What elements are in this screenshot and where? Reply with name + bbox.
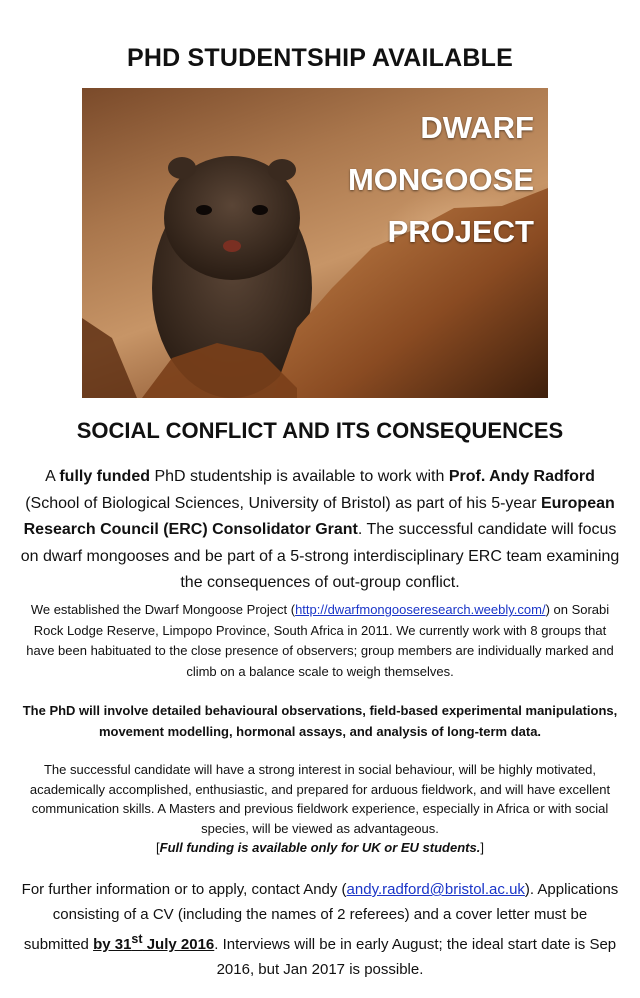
candidate-text: The successful candidate will have a strong interest in social behaviour, will be highly motivated, academically accomplished, enthusiastic, and prepared for arduous fieldwork, and will have excellent communication skills. A Masters and previous fieldwork experience, especially in Africa or with social species, will be viewed as advantageous. xyxy=(29,762,611,836)
intro-text-g: . The successful candidate will focus on dwarf mongooses and be part of a 5-strong interdisciplinary ERC team examining the consequences of out-group conflict. xyxy=(20,521,620,591)
grant-name: European Research Council (ERC) Consolidator Grant xyxy=(23,494,615,538)
funding-note: Full funding is available only for UK or EU students. xyxy=(159,840,481,855)
contact-email-link[interactable]: andy.radford@bristol.ac.uk xyxy=(346,881,525,898)
candidate-paragraph xyxy=(20,760,620,858)
mongoose-photo xyxy=(82,88,548,398)
deadline-pre: by 31 xyxy=(93,936,132,953)
funding-note-close: ] xyxy=(480,840,484,855)
intro-text-a: A xyxy=(45,468,60,485)
intro-paragraph xyxy=(20,464,620,597)
section-subtitle: SOCIAL CONFLICT AND ITS CONSEQUENCES xyxy=(76,418,564,443)
application-text-a: For further information or to apply, contact Andy ( xyxy=(21,881,347,898)
overlay-line-1: DWARF xyxy=(420,110,534,145)
application-paragraph xyxy=(20,878,620,982)
funding-note-open: [ xyxy=(156,840,160,855)
overlay-line-3: PROJECT xyxy=(387,214,534,249)
supervisor-name: Prof. Andy Radford xyxy=(448,468,595,485)
application-text-c: . Interviews will be in early August; the ideal start date is Sep 2016, but Jan 2017 is possible. xyxy=(214,936,617,978)
page-title: PHD STUDENTSHIP AVAILABLE xyxy=(126,44,514,72)
intro-text-e: (School of Biological Sciences, University of Bristol) as part of his 5-year xyxy=(25,494,541,512)
overlay-line-2: MONGOOSE xyxy=(347,162,534,197)
project-paragraph xyxy=(20,600,620,682)
deadline-sup: st xyxy=(131,932,143,946)
project-text-a: We established the Dwarf Mongoose Project ( xyxy=(30,602,296,617)
deadline-post: July 2016 xyxy=(142,936,215,953)
fully-funded-text: fully funded xyxy=(59,468,150,485)
project-text-b: ) on Sorabi Rock Lodge Reserve, Limpopo Province, South Africa in 2011. We currently work with 8 groups that have been habituated to the close presence of observers; group members are individually marked and climb on a balance scale to weigh themselves. xyxy=(26,602,614,679)
intro-text-c: PhD studentship is available to work with xyxy=(150,468,449,485)
project-website-link[interactable]: http://dwarfmongooseresearch.weebly.com/ xyxy=(295,602,546,617)
photo-overlay-title xyxy=(284,102,534,258)
deadline xyxy=(93,932,215,953)
phd-methods-paragraph: The PhD will involve detailed behavioural observations, field-based experimental manipulations, movement modelling, hormonal assays, and analysis of long-term data. xyxy=(22,703,618,739)
application-text-b: ). Applications consisting of a CV (including the names of 2 referees) and a cover letter must be submitted xyxy=(23,881,619,953)
